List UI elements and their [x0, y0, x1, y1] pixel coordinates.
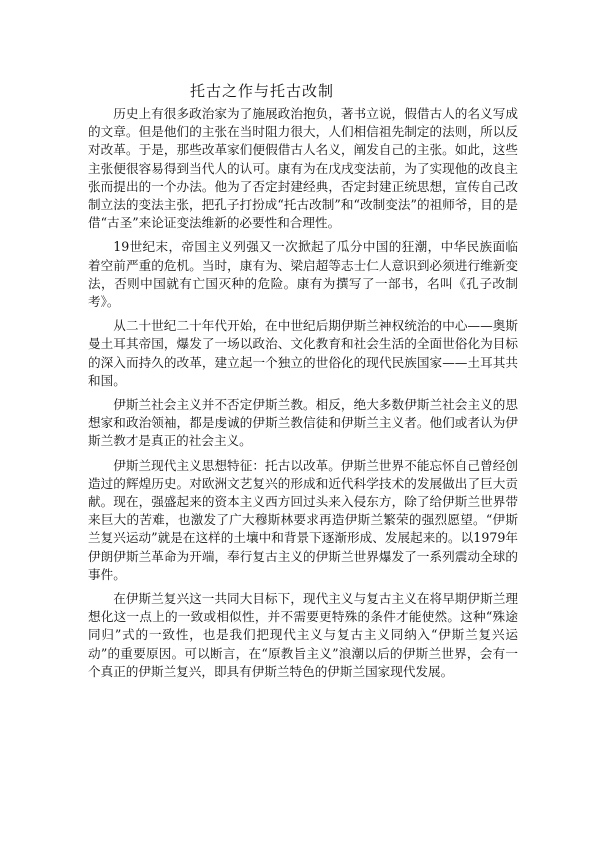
- paragraph-4: 伊斯兰社会主义并不否定伊斯兰教。相反，绝大多数伊斯兰社会主义的思想家和政治领袖，都是虔诚的伊斯兰教信徒和伊斯兰主义者。他们或者认为伊斯兰教才是真正的社会主义。: [88, 397, 518, 449]
- paragraph-1: 历史上有很多政治家为了施展政治抱负，著书立说，假借古人的名义写成的文章。但是他们的主张在当时阻力很大，人们相信祖先制定的法则，所以反对改革。于是，那些改革家们便假借古人名义，阐发自己的主张。如此，这些主张便很容易得到当代人的认可。康有为在戊戌变法前，为了实现他的改良主张而提出的一个办法。他为了否定封建经典，否定封建正统思想，宣传自己改制立法的变法主张，把孔子打扮成“托古改制”和“改制变法”的祖师爷，目的是借“古圣”来论证变法维新的必要性和合理性。: [88, 106, 518, 231]
- paragraph-5: 伊斯兰现代主义思想特征：托古以改革。伊斯兰世界不能忘怀自己曾经创造过的辉煌历史。对欧洲文艺复兴的形成和近代科学技术的发展做出了巨大贡献。现在，强盛起来的资本主义西方回过头来入侵东方，除了给伊斯兰世界带来巨大的苦难，也激发了广大穆斯林要求再造伊斯兰繁荣的强烈愿望。“伊斯兰复兴运动”就是在这样的土壤中和背景下逐渐形成、发展起来的。以1979年伊朗伊斯兰革命为开端，奉行复古主义的伊斯兰世界爆发了一系列震动全球的事件。: [88, 457, 518, 582]
- paragraph-2: 19世纪末，帝国主义列强又一次掀起了瓜分中国的狂潮，中华民族面临着空前严重的危机。当时，康有为、梁启超等志士仁人意识到必须进行维新变法，否则中国就有亡国灭种的危险。康有为撰写了一部书，名叫《孔子改制考》。: [88, 239, 518, 310]
- paragraph-6: 在伊斯兰复兴这一共同大目标下，现代主义与复古主义在将早期伊斯兰理想化这一点上的一致或相似性，并不需要更特殊的条件才能使然。这种“殊途同归”式的一致性，也是我们把现代主义与复古主义同纳入“伊斯兰复兴运动”的重要原因。可以断言，在“原教旨主义”浪潮以后的伊斯兰世界，会有一个真正的伊斯兰复兴，即具有伊斯兰特色的伊斯兰国家现代发展。: [88, 591, 518, 679]
- document-body: [88, 105, 518, 687]
- paragraph-3: 从二十世纪二十年代开始，在中世纪后期伊斯兰神权统治的中心——奥斯曼土耳其帝国，爆发了一场以政治、文化教育和社会生活的全面世俗化为目标的深入而持久的改革，建立起一个独立的世俗化的现代民族国家——土耳其共和国。: [88, 318, 518, 388]
- document-title: 托古之作与托古改制: [190, 82, 335, 100]
